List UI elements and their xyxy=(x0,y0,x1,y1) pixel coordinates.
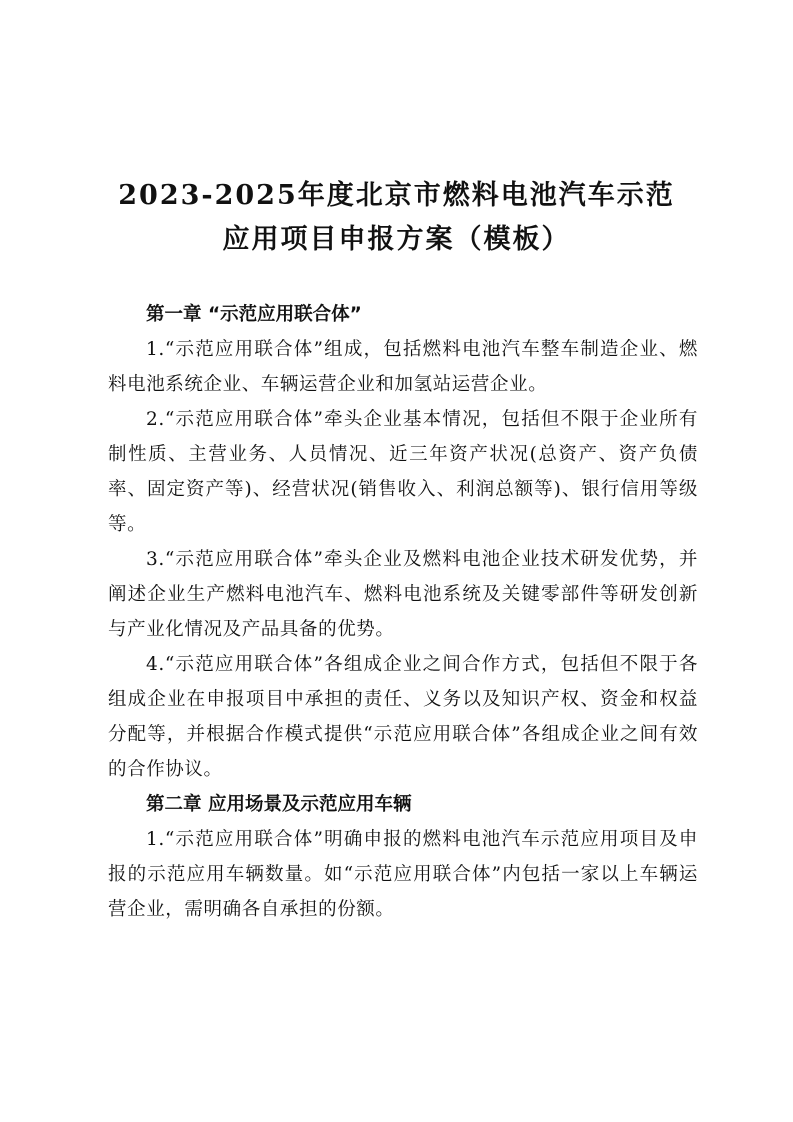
document-title-line-2: 应用项目申报方案（模板） xyxy=(222,224,571,255)
chapter-2 xyxy=(108,787,698,927)
document-body xyxy=(108,297,698,927)
chapter-1-paragraph-1: 1.“示范应用联合体”组成，包括燃料电池汽车整车制造企业、燃料电池系统企业、车辆运营企业和加氢站运营企业。 xyxy=(108,339,698,395)
chapter-1-paragraph-3: 3.“示范应用联合体”牵头企业及燃料电池企业技术研发优势，并阐述企业生产燃料电池汽车、燃料电池系统及关键零部件等研发创新与产业化情况及产品具备的优势。 xyxy=(108,549,698,640)
chapter-2-paragraph-1: 1.“示范应用联合体”明确申报的燃料电池汽车示范应用项目及申报的示范应用车辆数量。如“示范应用联合体”内包括一家以上车辆运营企业，需明确各自承担的份额。 xyxy=(108,829,698,920)
chapter-1-paragraph-2: 2.“示范应用联合体”牵头企业基本情况，包括但不限于企业所有制性质、主营业务、人员情况、近三年资产状况(总资产、资产负债率、固定资产等)、经营状况(销售收入、利润总额等)、银行信用等级等。 xyxy=(108,409,698,535)
chapter-1-paragraph-4: 4.“示范应用联合体”各组成企业之间合作方式，包括但不限于各组成企业在申报项目中承担的责任、义务以及知识产权、资金和权益分配等，并根据合作模式提供“示范应用联合体”各组成企业之间有效的合作协议。 xyxy=(108,654,698,780)
chapter-1-heading: 第一章 “示范应用联合体” xyxy=(146,304,362,325)
chapter-1 xyxy=(108,297,698,787)
chapter-2-heading: 第二章 应用场景及示范应用车辆 xyxy=(146,794,412,815)
document-title-line-1: 2023-2025年度北京市燃料电池汽车示范 xyxy=(118,180,675,211)
